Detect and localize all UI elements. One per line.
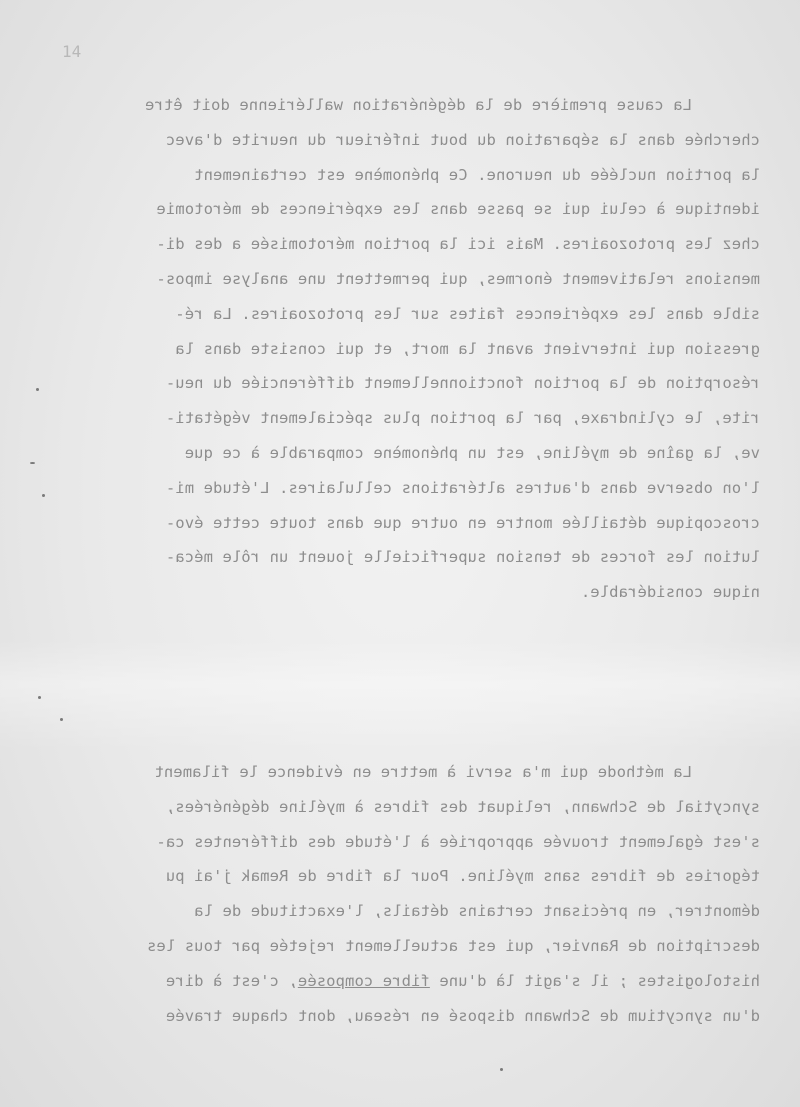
text-line: chez les protozoaires. Mais ici la portion mérotomisée a des di- bbox=[156, 235, 760, 254]
text-line: gression qui intervient avant la mort, et qui consiste dans la bbox=[175, 339, 760, 358]
scan-speck bbox=[36, 388, 39, 391]
text-segment: , c'est à dire bbox=[165, 971, 298, 990]
text-line: sible dans les expériences faites sur les protozoaires. La ré- bbox=[175, 304, 760, 323]
scan-speck bbox=[60, 718, 63, 721]
text-line: La cause première de la dégénération wallérienne doit être bbox=[144, 96, 692, 114]
text-line: résorption de la portion fonctionnellement différenciée du neu- bbox=[165, 374, 760, 393]
text-line: cherchée dans la séparation du bout inférieur du neurite d'avec bbox=[165, 130, 760, 149]
underlined-term: fibre composée bbox=[297, 971, 430, 990]
text-line-with-underline bbox=[40, 964, 760, 999]
scan-speck bbox=[38, 696, 41, 699]
text-line: s'est également trouvée appropriée à l'étude des différentes ca- bbox=[156, 832, 760, 851]
text-line: rite, le cylindraxe, par la portion plus spécialement végétati- bbox=[165, 409, 760, 428]
text-line: mensions relativement énormes, qui permettent une analyse impos- bbox=[156, 269, 760, 288]
page-number: 14 bbox=[62, 42, 82, 61]
text-line: syncytial de Schwann, reliquat des fibres à myéline dégénérées, bbox=[165, 797, 760, 816]
paragraph-2 bbox=[40, 755, 760, 1033]
scan-speck bbox=[500, 1068, 503, 1071]
text-line: La méthode qui m'a servi à mettre en évidence le filament bbox=[154, 763, 692, 781]
paragraph-1 bbox=[40, 88, 760, 610]
text-line: ve, la gaîne de myéline, est un phénomène comparable à ce que bbox=[184, 443, 760, 462]
scan-speck bbox=[42, 494, 45, 497]
text-segment: histologistes ; il s'agit là d'une bbox=[429, 971, 760, 990]
text-line: identique à celui qui se passe dans les expériences de mérotomie bbox=[156, 200, 760, 219]
scan-speck bbox=[30, 462, 35, 464]
text-line: nique considérable. bbox=[580, 583, 760, 602]
text-line: croscopique détaillée montre en outre que dans toute cette évo- bbox=[165, 513, 760, 532]
text-line: lution les forces de tension superficielle jouent un rôle méca- bbox=[165, 548, 760, 567]
text-line: description de Ranvier, qui est actuellement rejetée par tous les bbox=[146, 936, 760, 955]
text-line: la portion nucléée du neurone. Ce phénomène est certainement bbox=[194, 165, 760, 184]
text-line: d'un syncytium de Schwann disposé en réseau, dont chaque travée bbox=[165, 1006, 760, 1025]
text-line: l'on observe dans d'autres altérations cellulaires. L'étude mi- bbox=[165, 478, 760, 497]
text-line: tégories de fibres sans myéline. Pour la fibre de Remak j'ai pu bbox=[165, 867, 760, 886]
text-line: démontrer, en précisant certains détails, l'exactitude de la bbox=[194, 902, 760, 921]
